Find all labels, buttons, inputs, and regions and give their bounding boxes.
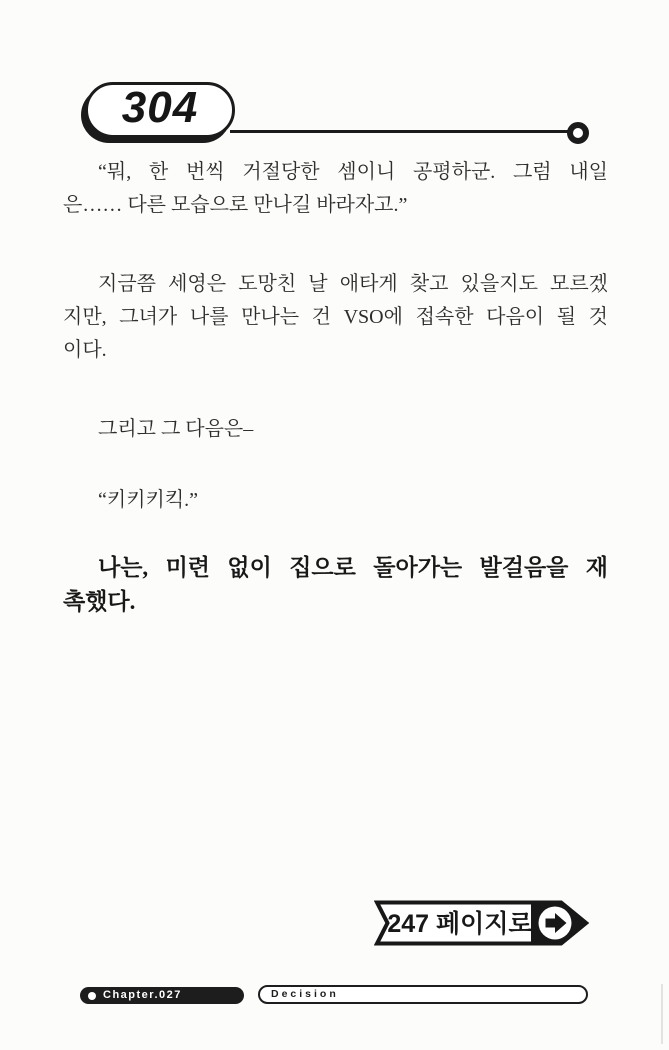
story-text: [63, 156, 608, 665]
text-line: 나는, 미련 없이 집으로 돌아가는 발걸음을 재: [98, 555, 608, 580]
paragraph: [63, 413, 608, 446]
chapter-label: Chapter.027: [103, 989, 182, 1001]
text-line: 그리고 그 다음은–: [98, 418, 254, 440]
text-line: “키키키킥.”: [98, 489, 199, 511]
header-rule-end-ring-icon: [567, 122, 589, 144]
chapter-badge: [80, 987, 244, 1004]
text-line: 은…… 다른 모습으로 만나길 바라자고.”: [63, 194, 408, 216]
bullet-dot-icon: [88, 992, 96, 1000]
goto-page-label: 247 페이지로: [387, 910, 533, 938]
section-number-badge: [85, 82, 235, 138]
section-number: 304: [121, 83, 199, 132]
paragraph-emphasis: [63, 551, 608, 619]
header-rule: [230, 130, 570, 133]
paragraph: [63, 484, 608, 517]
text-line: 촉했다.: [63, 589, 136, 614]
text-line: “뭐, 한 번씩 거절당한 셈이니 공평하군. 그럼 내일: [98, 161, 608, 183]
section-title-label: Decision: [271, 988, 339, 1000]
section-title-badge: [258, 985, 588, 1004]
goto-page-button[interactable]: [374, 899, 590, 947]
text-line: 지금쯤 세영은 도망친 날 애타게 찾고 있을지도 모르겠: [98, 273, 608, 295]
text-line: 이다.: [63, 339, 107, 361]
page-scan-edge: [661, 984, 663, 1044]
text-line: 지만, 그녀가 나를 만나는 건 VSO에 접속한 다음이 될 것: [63, 306, 608, 328]
paragraph: [63, 156, 608, 222]
paragraph: [63, 268, 608, 367]
